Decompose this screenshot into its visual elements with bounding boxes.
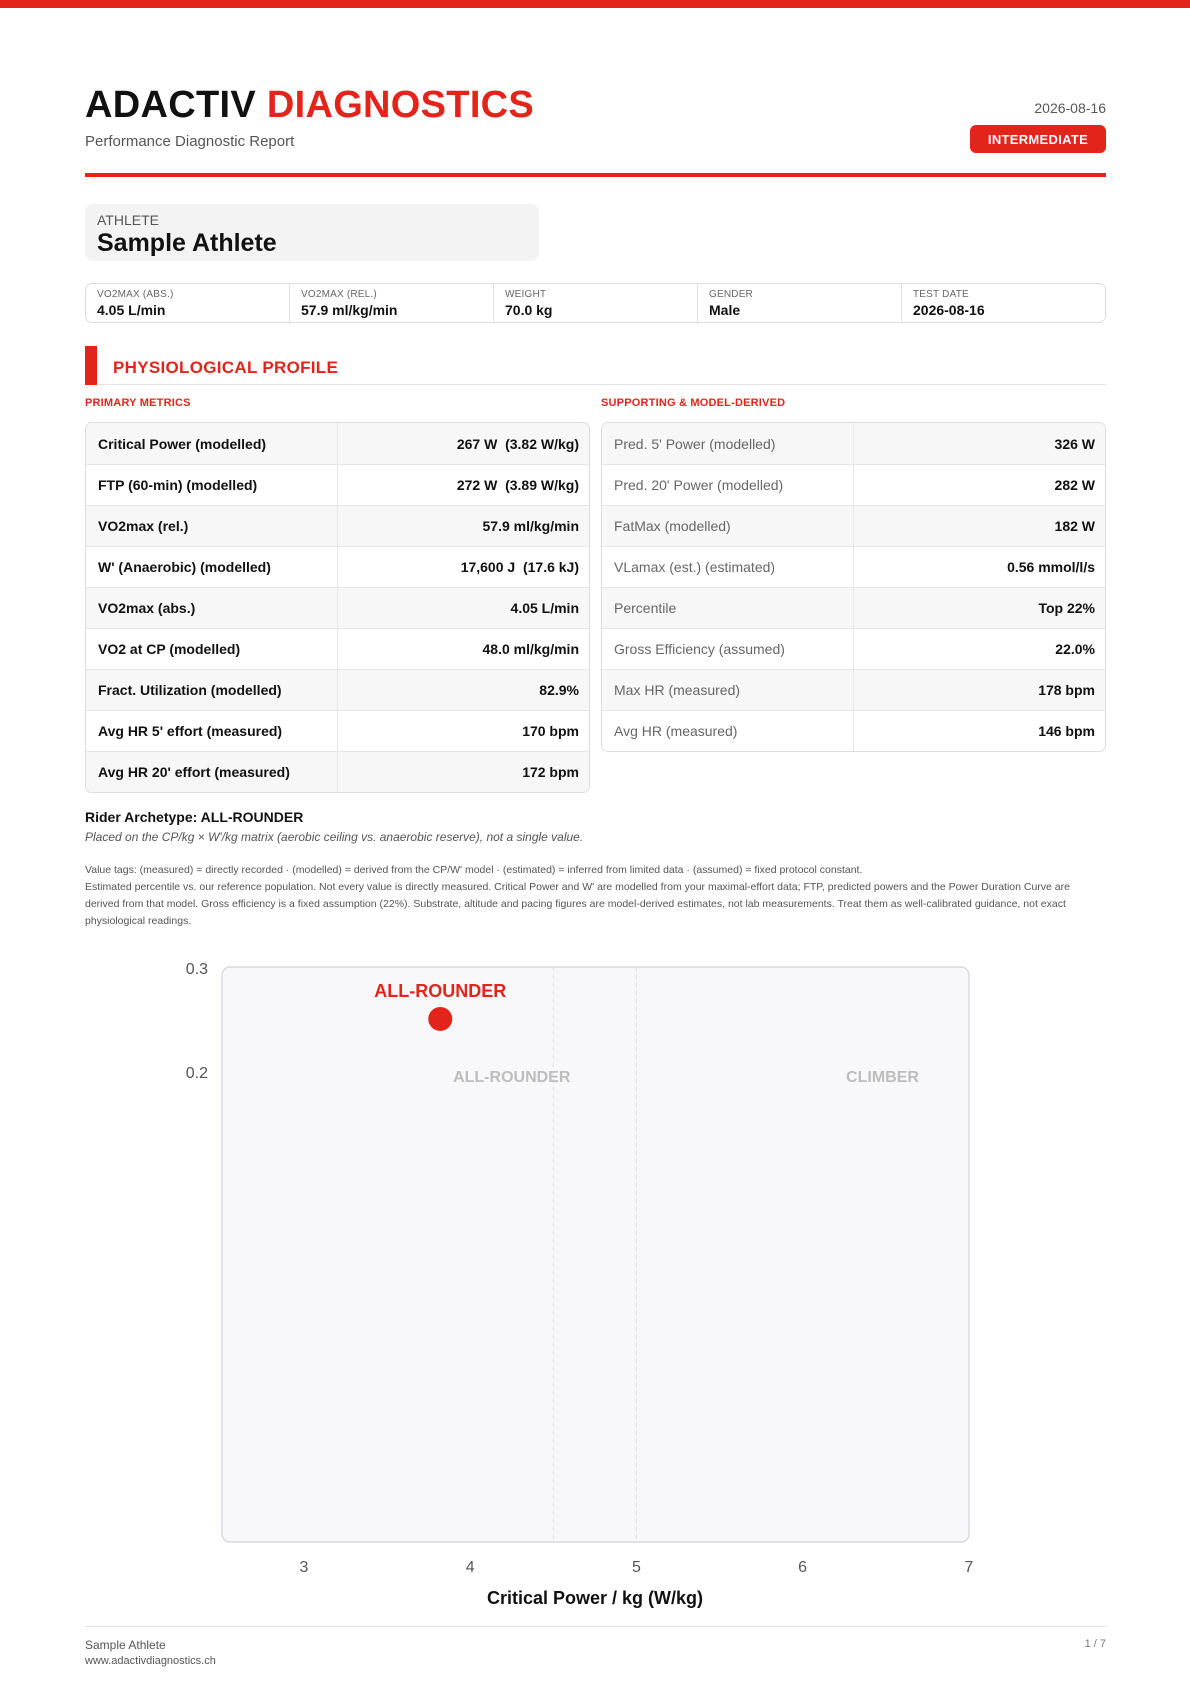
y-tick-label: 0.3 — [185, 961, 208, 978]
metric-label: Max HR (measured) — [602, 670, 854, 710]
metric-label: Critical Power (modelled) — [86, 423, 338, 464]
metric-value: 48.0 ml/kg/min — [482, 641, 579, 657]
metric-label: VLamax (est.) (estimated) — [602, 547, 854, 587]
stat-test-date — [901, 284, 1105, 322]
stat-value: 57.9 ml/kg/min — [301, 302, 398, 318]
x-axis-label: Critical Power / kg (W/kg) — [486, 1588, 704, 1608]
stat-label: VO2MAX (REL.) — [301, 289, 377, 300]
x-tick-label: 7 — [964, 1559, 974, 1576]
metric-value: Top 22% — [1038, 600, 1095, 616]
table-row — [86, 628, 589, 669]
stat-label: WEIGHT — [505, 289, 547, 300]
metric-label: Avg HR 5' effort (measured) — [86, 711, 338, 751]
brand-name-accent: DIAGNOSTICS — [266, 84, 535, 126]
metric-value: 326 W — [1054, 435, 1095, 452]
summary-stats-strip — [85, 283, 1106, 323]
x-tick-label: 6 — [798, 1559, 808, 1576]
x-tick-label: 5 — [631, 1559, 641, 1576]
athlete-card — [85, 204, 539, 261]
y-tick-label: 0.2 — [185, 1065, 208, 1082]
table-row — [602, 587, 1105, 628]
brand-name-primary: ADACTIV — [85, 84, 256, 126]
primary-metrics-table — [85, 422, 590, 793]
stat-value: 2026-08-16 — [913, 302, 985, 318]
stat-label: VO2MAX (ABS.) — [97, 289, 174, 300]
section-title: PHYSIOLOGICAL PROFILE — [113, 358, 339, 377]
stat-label: TEST DATE — [913, 289, 969, 300]
metric-value: 178 bpm — [1038, 682, 1095, 698]
stat-value: Male — [709, 302, 741, 318]
table-row — [602, 628, 1105, 669]
athlete-point — [428, 1007, 452, 1031]
stat-vo2max-rel — [289, 284, 493, 322]
metric-value: 22.0% — [1055, 641, 1095, 657]
metric-label: Avg HR 20' effort (measured) — [86, 752, 338, 792]
section-divider — [97, 384, 1106, 385]
table-row — [602, 710, 1105, 751]
metric-label: W' (Anaerobic) (modelled) — [86, 547, 338, 587]
table-row — [86, 710, 589, 751]
metric-value: 57.9 ml/kg/min — [482, 518, 579, 534]
metric-value: 146 bpm — [1038, 723, 1095, 739]
stat-weight — [493, 284, 697, 322]
metric-label: VO2 at CP (modelled) — [86, 629, 338, 669]
metric-value: 4.05 L/min — [510, 600, 579, 616]
header-divider — [85, 173, 1106, 177]
metric-label: Pred. 20' Power (modelled) — [602, 465, 854, 505]
table-row — [86, 751, 589, 792]
table-row — [86, 505, 589, 546]
table-row — [602, 546, 1105, 587]
footer-divider — [85, 1626, 1106, 1627]
supporting-metrics-heading: SUPPORTING & MODEL-DERIVED — [601, 397, 786, 409]
brand-logo — [85, 84, 534, 127]
metric-label: VO2max (rel.) — [86, 506, 338, 546]
primary-metrics-heading: PRIMARY METRICS — [85, 397, 191, 409]
supporting-metrics-table — [601, 422, 1106, 752]
table-row — [86, 587, 589, 628]
table-row — [602, 669, 1105, 710]
zone-label-climber: CLIMBER — [846, 1069, 919, 1087]
stat-vo2max-abs — [86, 284, 289, 322]
metric-value: 267 W (3.82 W/kg) — [456, 435, 579, 452]
top-accent-bar — [0, 0, 1190, 8]
metric-value: 17,600 J (17.6 kJ) — [460, 559, 579, 575]
stat-value: 4.05 L/min — [97, 302, 166, 318]
table-row — [86, 546, 589, 587]
rider-archetype-title: Rider Archetype: ALL-ROUNDER — [85, 809, 304, 825]
table-row — [86, 423, 589, 464]
x-tick-label: 3 — [299, 1559, 309, 1576]
metric-value: 282 W — [1054, 477, 1095, 493]
value-tags-legend: Value tags: (measured) = directly recorded · (modelled) = derived from the CP/W' model · (estimated) = inferred from limited data · (assumed) = fixed protocol constant. — [85, 864, 863, 876]
zone-label-all-rounder: ALL-ROUNDER — [453, 1069, 571, 1087]
athlete-name: Sample Athlete — [97, 229, 277, 257]
athlete-point-label: ALL-ROUNDER — [374, 980, 507, 1001]
table-row — [86, 669, 589, 710]
level-badge: INTERMEDIATE — [970, 125, 1106, 153]
stat-gender — [697, 284, 901, 322]
stat-value: 70.0 kg — [505, 302, 553, 318]
footer-website: www.adactivdiagnostics.ch — [85, 1655, 216, 1667]
plot-area — [222, 967, 969, 1542]
metric-label: Percentile — [602, 588, 854, 628]
table-row — [602, 464, 1105, 505]
x-tick-label: 4 — [465, 1559, 475, 1576]
archetype-matrix-chart — [0, 950, 1190, 1630]
report-date: 2026-08-16 — [1034, 100, 1106, 116]
section-accent-bar — [85, 346, 97, 385]
table-row — [602, 423, 1105, 464]
fine-print — [85, 862, 1106, 930]
athlete-label: ATHLETE — [97, 212, 159, 228]
metric-value: 82.9% — [539, 682, 579, 698]
footer-athlete-name: Sample Athlete — [85, 1638, 166, 1652]
table-row — [86, 464, 589, 505]
stat-label: GENDER — [709, 289, 753, 300]
disclaimer-text: Estimated percentile vs. our reference population. Not every value is directly measured. Critical Power and W' are modelled from your maximal-effort data; FTP, predicted powers and the Power Duration Curve are derived from that model. Gross efficiency is a fixed assumption (22%). Substrate, altitude and pacing figures are model-derived estimates, not lab measurements. Treat them as well-calibrated guidance, not exact physiological readings. — [85, 881, 1070, 927]
metric-value: 0.56 mmol/l/s — [1007, 559, 1095, 575]
metric-label: FTP (60-min) (modelled) — [86, 465, 338, 505]
page-number: 1 / 7 — [1084, 1638, 1106, 1650]
report-subtitle: Performance Diagnostic Report — [85, 133, 295, 150]
metric-label: Avg HR (measured) — [602, 711, 854, 751]
metric-label: Fract. Utilization (modelled) — [86, 670, 338, 710]
metric-label: FatMax (modelled) — [602, 506, 854, 546]
metric-value: 172 bpm — [522, 764, 579, 780]
rider-archetype-note: Placed on the CP/kg × W'/kg matrix (aerobic ceiling vs. anaerobic reserve), not a single value. — [85, 830, 584, 844]
metric-label: Pred. 5' Power (modelled) — [602, 423, 854, 464]
metric-value: 170 bpm — [522, 723, 579, 739]
metric-label: Gross Efficiency (assumed) — [602, 629, 854, 669]
table-row — [602, 505, 1105, 546]
metric-value: 182 W — [1054, 518, 1095, 534]
metric-value: 272 W (3.89 W/kg) — [456, 477, 579, 493]
metric-label: VO2max (abs.) — [86, 588, 338, 628]
